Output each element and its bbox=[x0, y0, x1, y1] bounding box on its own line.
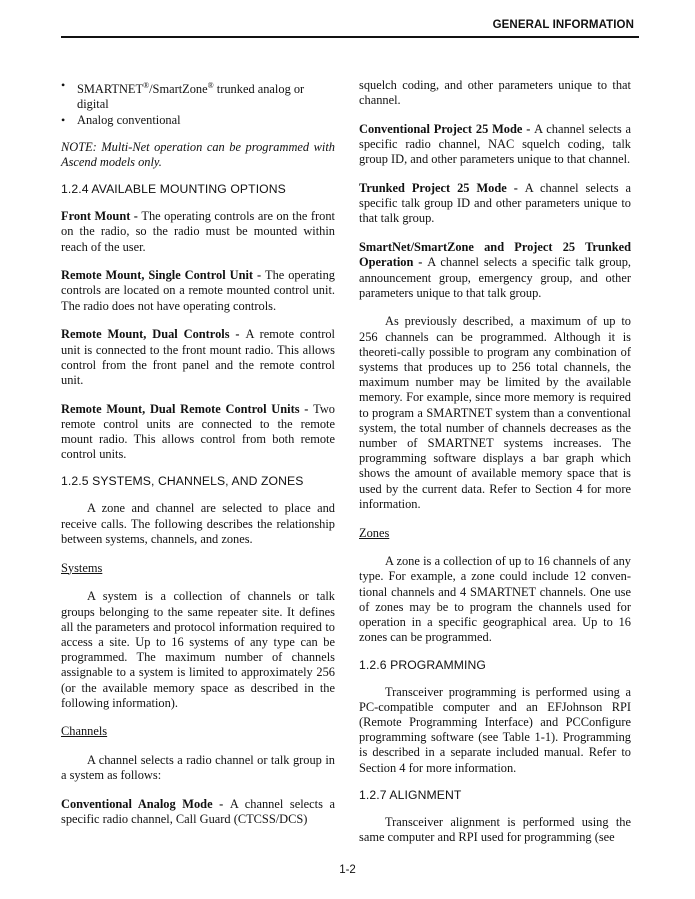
bullet-item: • SMARTNET®/SmartZone® trunked analog or digital bbox=[61, 78, 305, 112]
right-column bbox=[359, 78, 631, 845]
header-rule bbox=[61, 36, 639, 38]
section-heading-126: 1.2.6 PROGRAMMING bbox=[359, 657, 486, 672]
programming-paragraph: Transceiver programming is performed using a PC-compatible computer and an EFJohnson RPI (Remote Programming Interface) and PCConfigure programming software (see Table 1-1). Programming is described in a separate included manual. Refer to Section 4 for more information. bbox=[359, 684, 631, 775]
max-channels-paragraph: As previously described, a maximum of up to 256 channels can be programmed. Although it is theoreti-cally possible to program any combination of systems that produces up to 256 total channels, the maximum number may be limited by the available memory. For example, since more memory is required to program a SMARTNET system than a conventional system, the total number of channels decreases as the number of SMARTNET systems increases. The programming software displays a bar graph which shows the amount of available memory space that is used by the current data. Refer to Section 4 for more information. bbox=[359, 314, 631, 511]
multinet-note: NOTE: Multi-Net operation can be programmed with Ascend models only. bbox=[61, 139, 335, 169]
remote-dual-paragraph: Remote Mount, Dual Controls - A remote control unit is connected to the front mount radio. This allows control from the front panel and the remote control unit. bbox=[61, 327, 335, 387]
bullet-icon: • bbox=[61, 112, 66, 127]
bullet-item: • Analog conventional bbox=[61, 112, 181, 127]
systems-paragraph: A system is a collection of channels or talk groups belonging to the same repeater site. It defines all the parameters and protocol information required to access a site. Up to 16 systems of any type can be programmed. The maximum number of channels assignable to a system is limited to approximately 256 (or the available memory space as described in the following information). bbox=[61, 589, 335, 710]
running-header: GENERAL INFORMATION bbox=[492, 19, 634, 31]
section-heading-124: 1.2.4 AVAILABLE MOUNTING OPTIONS bbox=[61, 182, 286, 197]
intro-125-paragraph: A zone and channel are selected to place and receive calls. The following describes the relationship between systems, channels, and zones. bbox=[61, 501, 335, 546]
section-link[interactable]: 4 bbox=[399, 760, 406, 775]
conventional-analog-paragraph: Conventional Analog Mode - A channel selects a specific radio channel, Call Guard (CTCSS/DCS) bbox=[61, 797, 335, 827]
zones-paragraph: A zone is a collection of up to 16 channels of any type. For example, a zone could include 12 conven-tional channels and 4 SMARTNET channels. One use of zones may be to program the channels used for operation in a specific geographical area. Up to 16 zones can be programmed. bbox=[359, 554, 631, 645]
front-mount-paragraph: Front Mount - The operating controls are on the front on the radio, so the radio must be mounted within reach of the user. bbox=[61, 209, 335, 254]
smartnet-paragraph: SmartNet/SmartZone and Project 25 Trunked Operation - A channel selects a specific talk group, announcement group, emergency group, and other parameters unique to that talk group. bbox=[359, 240, 631, 300]
conventional-p25-paragraph: Conventional Project 25 Mode - A channel selects a specific radio channel, NAC squelch coding, talk group ID, and other parameters unique to that channel. bbox=[359, 121, 631, 167]
feature-bullet-list bbox=[61, 78, 335, 128]
trunked-p25-paragraph: Trunked Project 25 Mode - A channel selects a specific talk group ID and other parameters unique to that talk group. bbox=[359, 181, 631, 226]
systems-subheading: Systems bbox=[61, 560, 103, 575]
channels-subheading: Channels bbox=[61, 724, 108, 739]
page-number: 1-2 bbox=[339, 864, 356, 876]
continued-paragraph: squelch coding, and other parameters unique to that channel. bbox=[359, 78, 631, 108]
remote-single-paragraph: Remote Mount, Single Control Unit - The operating controls are located on a remote mounted control unit. The radio does not have operating controls. bbox=[61, 268, 335, 313]
alignment-paragraph: Transceiver alignment is performed using the same computer and RPI used for programming (see bbox=[359, 814, 631, 844]
left-column bbox=[61, 78, 335, 827]
section-heading-125: 1.2.5 SYSTEMS, CHANNELS, AND ZONES bbox=[61, 474, 304, 489]
zones-subheading: Zones bbox=[359, 525, 390, 540]
bullet-icon: • bbox=[61, 78, 66, 92]
section-heading-127: 1.2.7 ALIGNMENT bbox=[359, 787, 462, 802]
section-link[interactable]: 4 bbox=[576, 481, 583, 496]
remote-dual-units-paragraph: Remote Mount, Dual Remote Control Units - Two remote control units are connected to the remote mount radio. This allows control from both remote control units. bbox=[61, 401, 335, 462]
channels-paragraph: A channel selects a radio channel or talk group in a system as follows: bbox=[61, 753, 335, 783]
